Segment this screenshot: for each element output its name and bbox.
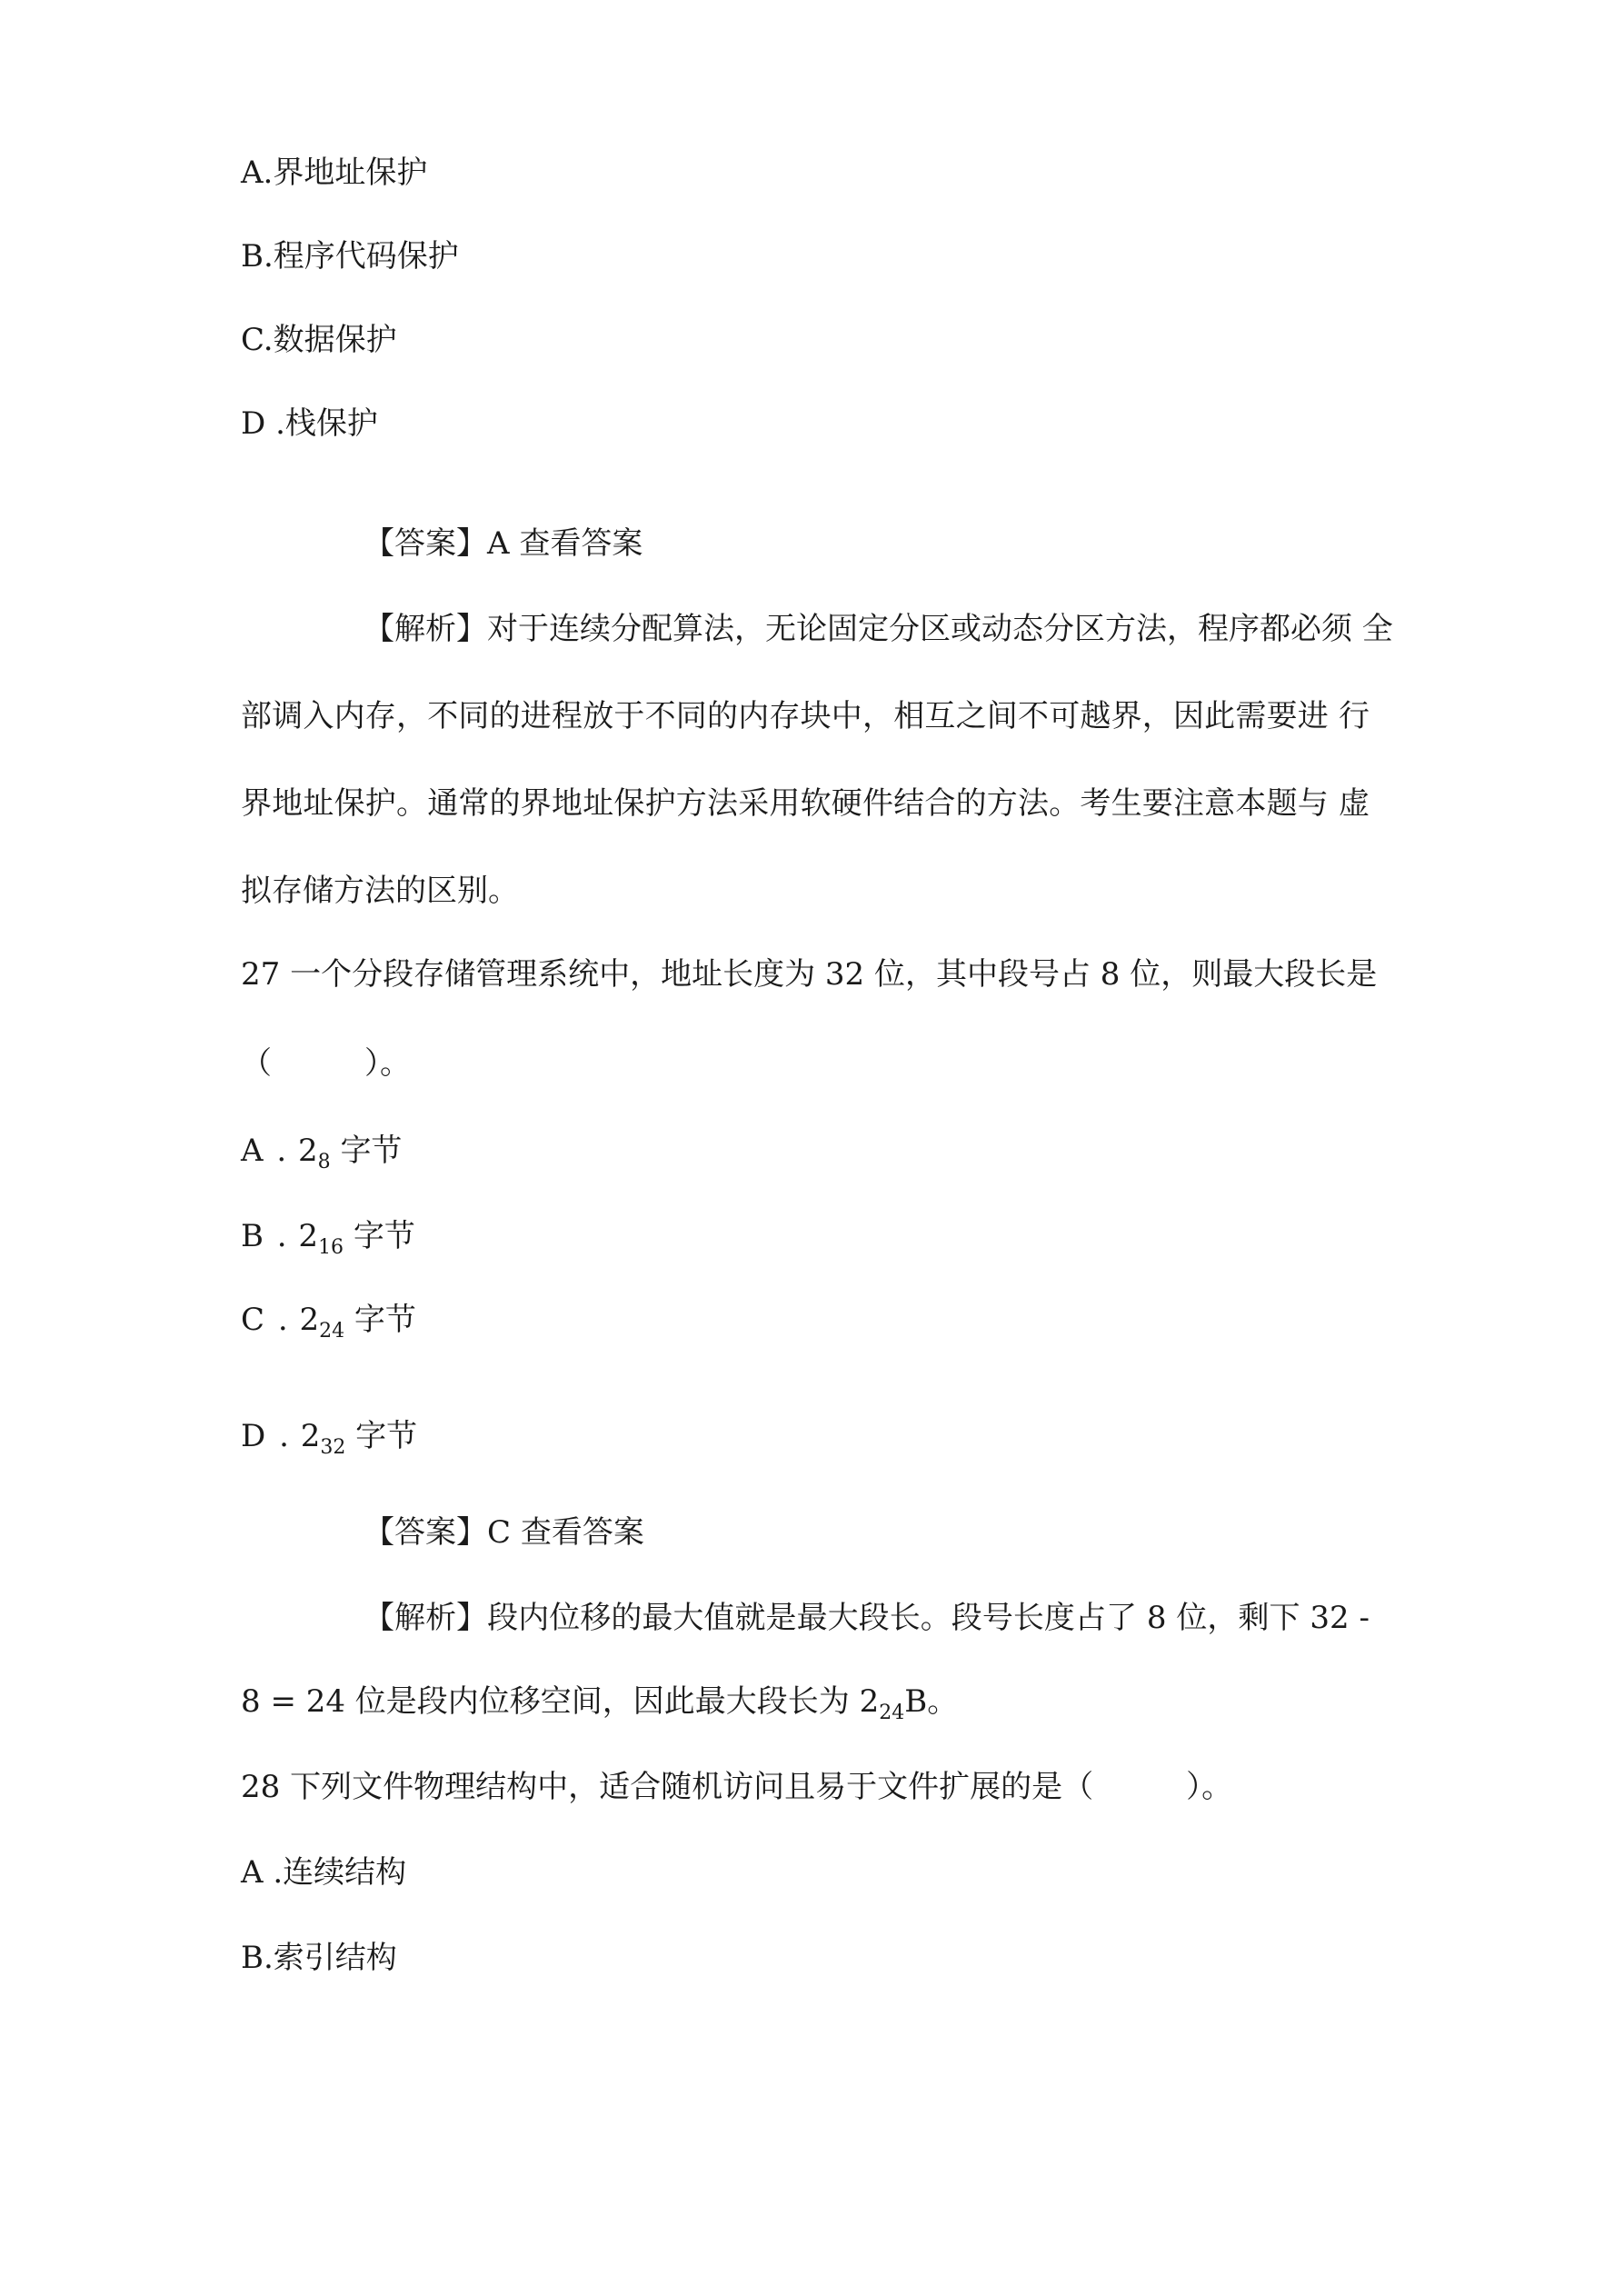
q28-stem: 28 下列文件物理结构中，适合随机访问且易于文件扩展的是（ ）。 bbox=[241, 1769, 1233, 1805]
q27-stem-line1: 27 一个分段存储管理系统中，地址长度为 32 位，其中段号占 8 位，则最大段长是 bbox=[241, 956, 1378, 993]
option-base: 2 bbox=[297, 1133, 318, 1169]
q26-option-d: D .栈保护 bbox=[241, 405, 378, 442]
answer-value: C bbox=[487, 1514, 512, 1551]
q26-analysis-line3: 界地址保护。通常的界地址保护方法采用软硬件结合的方法。考生要注意本题与 虚 bbox=[241, 785, 1370, 822]
option-unit: 字节 bbox=[353, 1218, 415, 1254]
q27-option-c bbox=[241, 1302, 416, 1343]
option-label: A . bbox=[241, 1133, 289, 1169]
option-unit: 字节 bbox=[354, 1302, 416, 1338]
analysis-base: 2 bbox=[859, 1683, 880, 1720]
q27-option-d bbox=[241, 1418, 418, 1459]
option-exponent: 32 bbox=[320, 1436, 346, 1459]
option-exponent: 16 bbox=[318, 1236, 344, 1259]
option-exponent: 24 bbox=[319, 1320, 345, 1343]
q27-analysis-line1 bbox=[364, 1600, 1370, 1636]
analysis-exponent: 24 bbox=[879, 1702, 905, 1724]
option-exponent: 8 bbox=[317, 1151, 331, 1173]
q27-option-b bbox=[241, 1218, 415, 1259]
option-base: 2 bbox=[300, 1418, 321, 1454]
q27-analysis-line2 bbox=[241, 1683, 959, 1724]
option-base: 2 bbox=[298, 1218, 319, 1254]
q26-analysis-line4: 拟存储方法的区别。 bbox=[241, 873, 519, 909]
answer-tag: 【答案】 bbox=[364, 1514, 487, 1551]
view-answer-link[interactable]: 查看答案 bbox=[519, 525, 643, 562]
view-answer-link[interactable]: 查看答案 bbox=[520, 1514, 644, 1551]
q28-option-b: B.索引结构 bbox=[241, 1940, 397, 1976]
q26-analysis-line2: 部调入内存，不同的进程放于不同的内存块中，相互之间不可越界，因此需要进 行 bbox=[241, 698, 1370, 734]
option-unit: 字节 bbox=[355, 1418, 418, 1454]
option-label: C . bbox=[241, 1302, 290, 1338]
analysis-text: 段内位移的最大值就是最大段长。段号长度占了 8 位，剩下 32 - bbox=[487, 1600, 1370, 1636]
analysis-tag: 【解析】 bbox=[364, 1600, 488, 1636]
q26-option-a: A.界地址保护 bbox=[241, 155, 428, 191]
analysis-tag: 【解析】 bbox=[364, 611, 487, 647]
option-label: D . bbox=[241, 1418, 291, 1454]
answer-value: A bbox=[487, 525, 510, 562]
q27-answer bbox=[364, 1514, 644, 1551]
q26-answer bbox=[364, 525, 643, 562]
q26-analysis-line1 bbox=[364, 611, 1393, 647]
option-base: 2 bbox=[299, 1302, 320, 1338]
q27-option-a bbox=[241, 1133, 403, 1173]
option-unit: 字节 bbox=[340, 1133, 403, 1169]
q28-option-a: A .连续结构 bbox=[241, 1854, 407, 1891]
analysis-text: 8 = 24 位是段内位移空间，因此最大段长为 bbox=[241, 1683, 860, 1720]
option-label: B . bbox=[241, 1218, 289, 1254]
analysis-tail: B。 bbox=[904, 1683, 959, 1720]
q26-option-c: C.数据保护 bbox=[241, 322, 397, 358]
analysis-text: 对于连续分配算法，无论固定分区或动态分区方法，程序都必须 全 bbox=[487, 611, 1393, 647]
q27-stem-line2: （ ）。 bbox=[241, 1045, 411, 1082]
answer-tag: 【答案】 bbox=[364, 525, 487, 562]
q26-option-b: B.程序代码保护 bbox=[241, 238, 459, 275]
